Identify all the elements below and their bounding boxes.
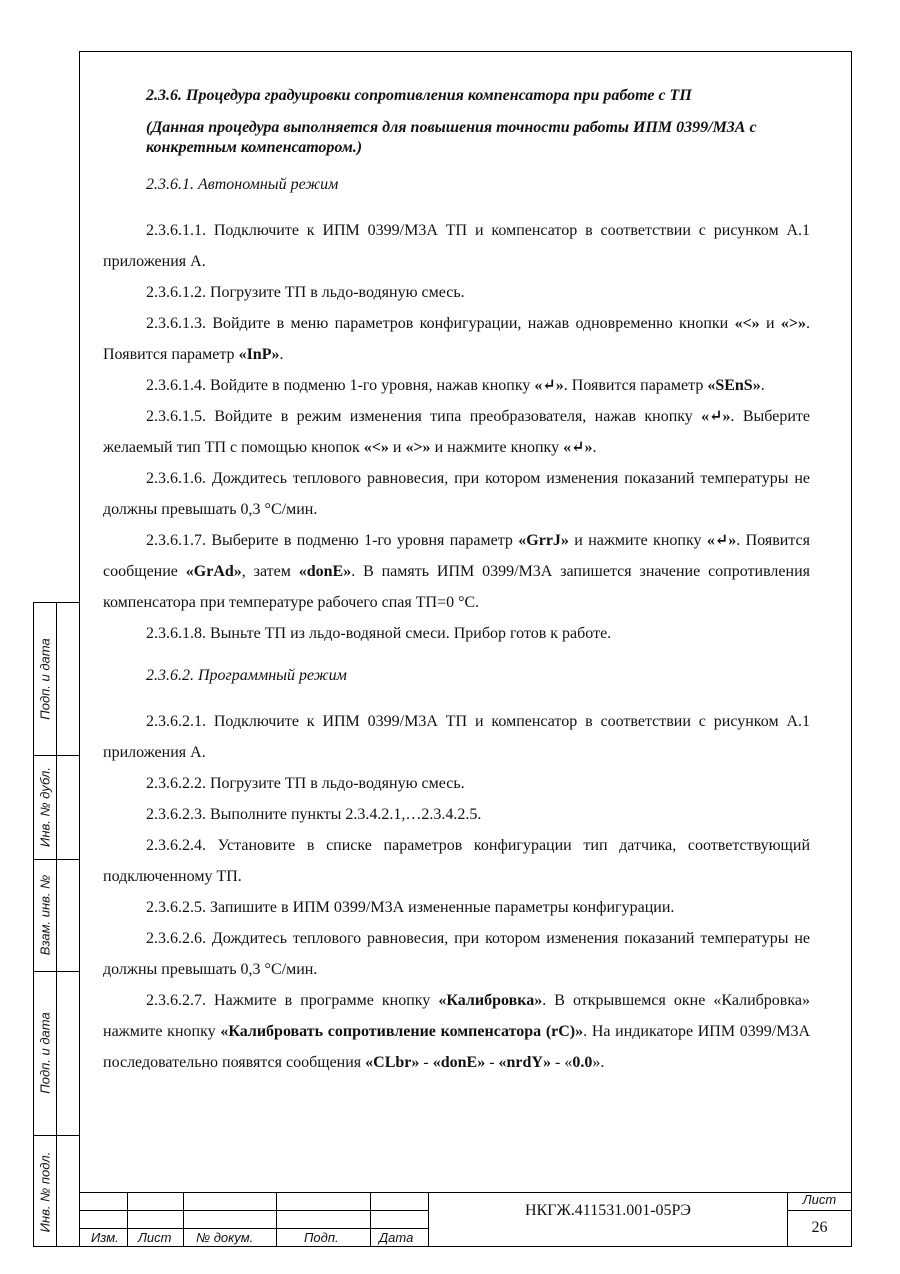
tb-col-line [183, 1192, 184, 1247]
side-label-podp-data-1: Подп. и дата [37, 638, 53, 720]
document-body [103, 86, 810, 1078]
page-number: 26 [811, 1219, 828, 1236]
paragraph: 2.3.6.1.7. Выберите в подменю 1-го уровня параметр «GrrJ» и нажмите кнопку «↵». Появится сообщение «GrAd», затем «donE». В память ИПМ 0399/М3А запишется значение сопротивления компенсатора при температуре рабочего спая ТП=0 °С. [103, 532, 811, 611]
paragraph: 2.3.6.1.1. Подключите к ИПМ 0399/М3А ТП и компенсатор в соответствии с рисунком А.1 приложения А. [103, 222, 810, 270]
section-note: (Данная процедура выполняется для повышения точности работы ИПМ 0399/М3А с конкретным компенсатором.) [146, 119, 757, 156]
tb-caption-data: Дата [379, 1230, 414, 1245]
tb-caption-izm: Изм. [91, 1230, 119, 1245]
tb-col-line [276, 1192, 277, 1247]
side-strip-divider [56, 603, 57, 1246]
side-label-inv-podl: Инв. № подл. [37, 1151, 53, 1232]
paragraph: 2.3.6.1.3. Войдите в меню параметров конфигурации, нажав одновременно кнопки «<» и «>». Появится параметр «InP». [103, 315, 811, 363]
paragraph: 2.3.6.2.7. Нажмите в программе кнопку «Калибровка». В открывшемся окне «Калибровка» нажмите кнопку «Калибровать сопротивление компенсатора (rC)». На индикаторе ИПМ 0399/М3А последовательно появятся сообщения «CLbr» - «donE» - «nrdY» - «0.0». [103, 992, 810, 1071]
side-label-podp-data-2: Подп. и дата [37, 1012, 53, 1094]
side-label-inv-dubl: Инв. № дубл. [37, 767, 53, 847]
section-heading: 2.3.6. Процедура градуировки сопротивления компенсатора при работе с ТП [146, 87, 692, 104]
paragraph: 2.3.6.1.2. Погрузите ТП в льдо-водяную смесь. [146, 284, 465, 301]
tb-row-line [79, 1210, 428, 1211]
tb-caption-n-dokum: № докум. [196, 1230, 254, 1245]
paragraph: 2.3.6.2.5. Запишите в ИПМ 0399/М3А измененные параметры конфигурации. [146, 899, 675, 916]
subsection-title-auto: 2.3.6.1. Автономный режим [146, 176, 339, 193]
paragraph: 2.3.6.2.4. Установите в списке параметров конфигурации тип датчика, соответствующий подключенному ТП. [103, 837, 810, 885]
side-strip [33, 602, 79, 1247]
tb-row-line [787, 1210, 852, 1211]
subsection-title-prog: 2.3.6.2. Программный режим [146, 667, 347, 684]
tb-caption-list: Лист [138, 1230, 172, 1245]
tb-row-line [79, 1228, 428, 1229]
side-label-vzam-inv: Взам. инв. № [37, 874, 53, 956]
paragraph: 2.3.6.2.2. Погрузите ТП в льдо-водяную смесь. [146, 775, 465, 792]
paragraph: 2.3.6.2.6. Дождитесь теплового равновесия, при котором изменения показаний температуры не должны превышать 0,3 °С/мин. [103, 930, 810, 978]
paragraph: 2.3.6.1.5. Войдите в режим изменения типа преобразователя, нажав кнопку «↵». Выберите желаемый тип ТП с помощью кнопок «<» и «>» и нажмите кнопку «↵». [103, 408, 810, 456]
tb-col-line [127, 1192, 128, 1247]
sheet-caption: Лист [802, 1192, 837, 1207]
tb-top-line [79, 1192, 852, 1193]
title-block [79, 1192, 852, 1247]
tb-caption-podp: Подп. [304, 1230, 339, 1245]
paragraph: 2.3.6.1.6. Дождитесь теплового равновесия, при котором изменения показаний температуры не должны превышать 0,3 °С/мин. [103, 470, 810, 518]
document-code: НКГЖ.411531.001-05РЭ [524, 1202, 691, 1219]
paragraph: 2.3.6.1.8. Выньте ТП из льдо-водяной смеси. Прибор готов к работе. [146, 625, 612, 642]
paragraph: 2.3.6.1.4. Войдите в подменю 1-го уровня, нажав кнопку «↵». Появится параметр «SEnS». [146, 377, 765, 394]
tb-col-line [370, 1192, 371, 1247]
paragraph: 2.3.6.2.1. Подключите к ИПМ 0399/М3А ТП и компенсатор в соответствии с рисунком А.1 приложения А. [103, 713, 810, 761]
paragraph: 2.3.6.2.3. Выполните пункты 2.3.4.2.1,…2.3.4.2.5. [146, 806, 482, 823]
